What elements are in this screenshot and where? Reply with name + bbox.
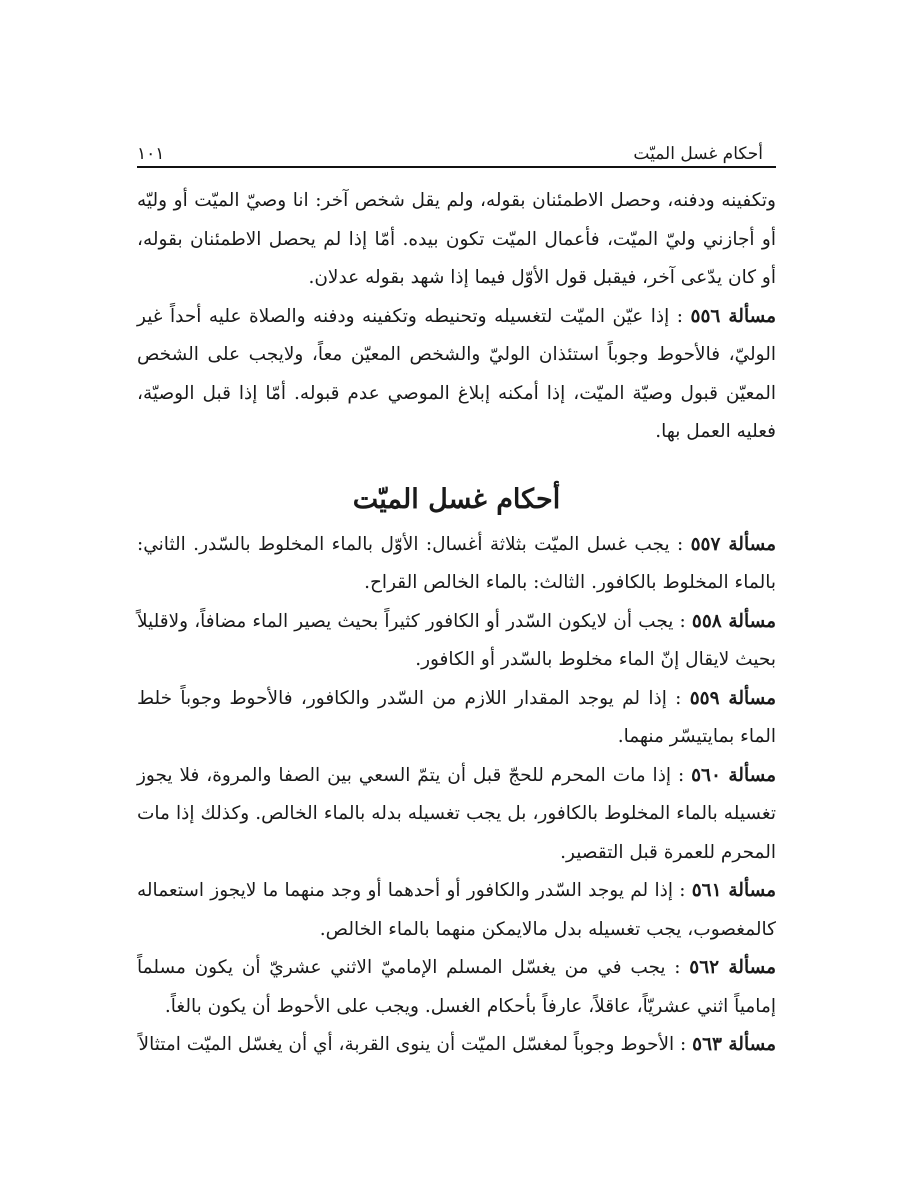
question-text: : إذا عيّن الميّت لتغسيله وتحنيطه وتكفينه ودفنه والصلاة عليه أحداً غير الوليّ، فالأحوط وجوباً استئذان الوليّ والشخص المعيّن معاً، ولايجب على الشخص المعيّن قبول وصيّة الميّت، إذا أمكنه إبلاغ الموصي عدم قبوله. أمّا إذا قبل الوصيّة، فعليه العمل بها. (137, 305, 776, 442)
header-rule (137, 166, 776, 168)
question-label: مسألة ٥٥٦ (690, 305, 776, 327)
question-label: مسألة ٥٦٣ (692, 1034, 776, 1055)
question-562 (137, 949, 776, 1026)
question-561 (137, 872, 776, 949)
question-text: : إذا مات المحرم للحجّ قبل أن يتمّ السعي بين الصفا والمروة، فلا يجوز تغسيله بالماء المخلوط بالكافور، بل يجب تغسيله بدله بالماء الخالص. وكذلك إذا مات المحرم للعمرة قبل التقصير. (137, 764, 776, 863)
question-text: : إذا لم يوجد المقدار اللازم من السّدر والكافور، فالأحوط وجوباً خلط الماء بمايتيسّر منهما. (137, 687, 776, 747)
question-text: : الأحوط وجوباً لمغسّل الميّت أن ينوى القربة، أي أن يغسّل الميّت امتثالاً (138, 1034, 687, 1055)
question-563 (137, 1026, 776, 1065)
question-label: مسألة ٥٥٨ (691, 610, 776, 632)
question-text: : يجب في من يغسّل المسلم الإماميّ الاثني عشريّ أن يكون مسلماً إمامياً اثني عشريّاً، عاقلاً، عارفاً بأحكام الغسل. ويجب على الأحوط أن يكون بالغاً. (137, 957, 776, 1017)
question-559 (137, 680, 776, 757)
page-body (137, 182, 776, 1065)
question-label: مسألة ٥٥٧ (690, 533, 776, 555)
question-556 (137, 298, 776, 452)
question-558 (137, 603, 776, 680)
intro-paragraph: وتكفينه ودفنه، وحصل الاطمئنان بقوله، ولم يقل شخص آخر: انا وصيّ الميّت أو وليّه أو أجازني وليّ الميّت، فأعمال الميّت تكون بيده. أمّا إذا لم يحصل الاطمئنان بقوله، أو كان يدّعى آخر، فيقبل قول الأوّل فيما إذا شهد بقوله عدلان. (137, 190, 776, 288)
question-label: مسألة ٥٦٠ (691, 764, 776, 786)
question-text: : يجب أن لايكون السّدر أو الكافور كثيراً بحيث يصير الماء مضافاً، ولاقليلاً بحيث لايقال إنّ الماء مخلوط بالسّدر أو الكافور. (137, 610, 776, 670)
question-label: مسألة ٥٦١ (691, 880, 776, 901)
question-560 (137, 757, 776, 873)
question-text: : إذا لم يوجد السّدر والكافور أو أحدهما أو وجد منهما ما لايجوز استعماله كالمغصوب، يجب تغسيله بدل مالايمكن منهما بالماء الخالص. (137, 880, 776, 940)
page-number: ١٠١ (137, 144, 165, 164)
question-label: مسألة ٥٥٩ (689, 687, 777, 709)
question-label: مسألة ٥٦٢ (689, 957, 776, 978)
running-head (137, 134, 763, 164)
question-text: : يجب غسل الميّت بثلاثة أغسال: الأوّل بالماء المخلوط بالسّدر. الثاني: بالماء المخلوط بالكافور. الثالث: بالماء الخالص القراح. (137, 533, 776, 593)
section-title: أحكام غسل الميّت (352, 483, 561, 515)
running-head-title: أحكام غسل الميّت (633, 144, 763, 164)
question-557 (137, 526, 776, 603)
